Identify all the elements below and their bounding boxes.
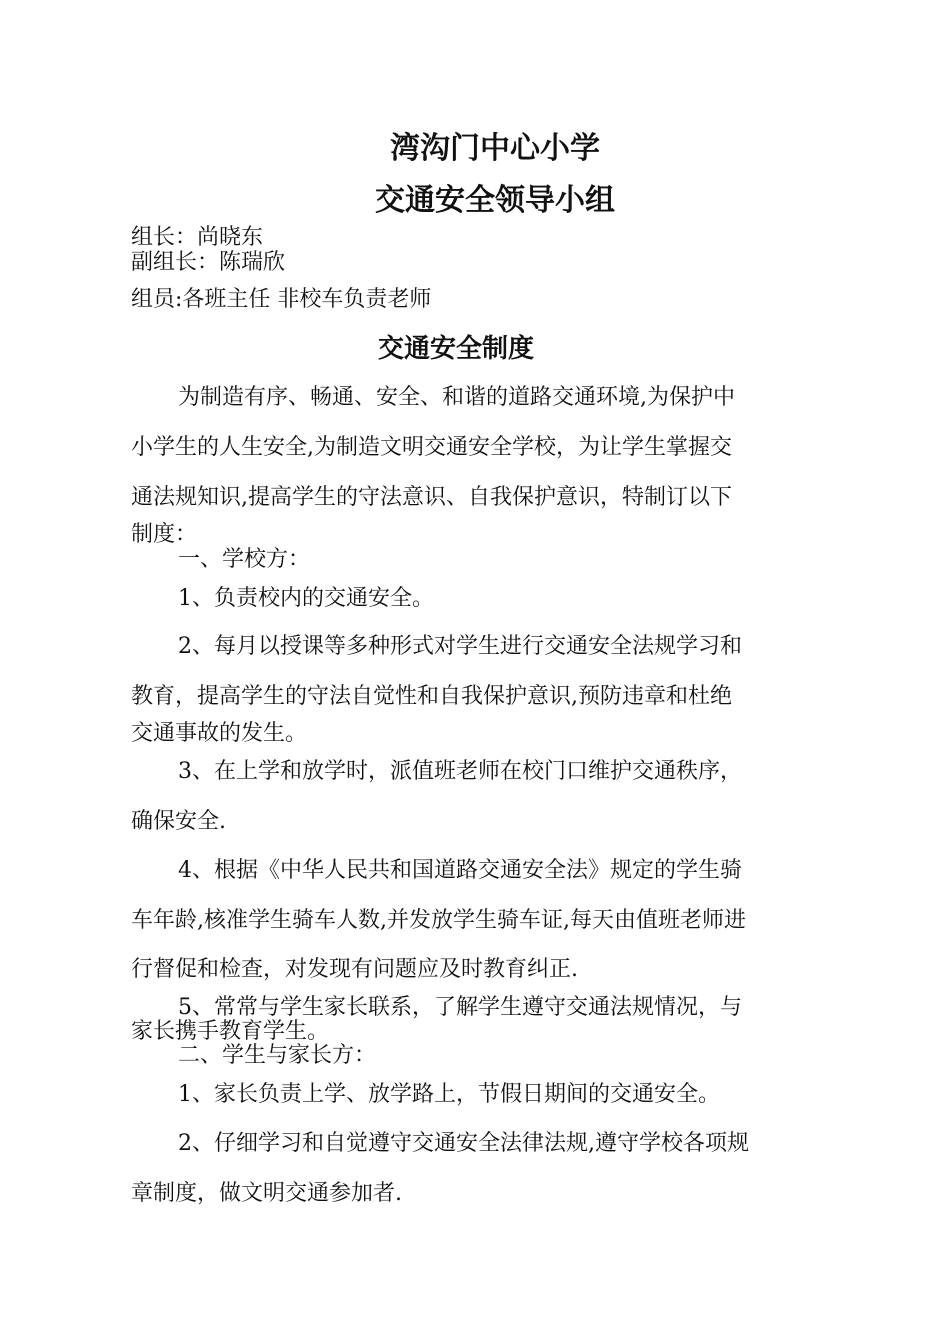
leader-line: 组长：尚晓东 [131, 225, 264, 250]
family-item-line: 1、家长负责上学、放学路上，节假日期间的交通安全。 [178, 1082, 720, 1107]
committee-title: 交通安全领导小组 [375, 183, 615, 218]
intro-line: 通法规知识,提高学生的守法意识、自我保护意识，特制订以下 [131, 485, 732, 510]
intro-line: 为制造有序、畅通、安全、和谐的道路交通环境,为保护中 [178, 385, 735, 410]
deputy-leader-line: 副组长：陈瑞欣 [131, 250, 286, 275]
school-item-line: 家长携手教育学生。 [131, 1019, 330, 1044]
school-item-line: 4、根据《中华人民共和国道路交通安全法》规定的学生骑 [178, 858, 742, 883]
family-section-heading: 二、学生与家长方： [178, 1043, 377, 1068]
school-item-line: 教育，提高学生的守法自觉性和自我保护意识,预防违章和杜绝 [131, 684, 732, 709]
school-item-line: 交通事故的发生。 [131, 721, 308, 746]
school-item-line: 确保安全. [131, 809, 226, 834]
school-item-line: 车年龄,核准学生骑车人数,并发放学生骑车证,每天由值班老师进 [131, 908, 746, 933]
school-item-line: 3、在上学和放学时，派值班老师在校门口维护交通秩序， [178, 759, 742, 784]
school-item-line: 5、常常与学生家长联系，了解学生遵守交通法规情况，与 [178, 995, 742, 1020]
section-title: 交通安全制度 [378, 334, 535, 364]
school-item-line: 1、负责校内的交通安全。 [178, 586, 434, 611]
school-name-title: 湾沟门中心小学 [390, 131, 600, 166]
school-item-line: 2、每月以授课等多种形式对学生进行交通安全法规学习和 [178, 634, 742, 659]
intro-line: 小学生的人生安全,为制造文明交通安全学校，为让学生掌握交 [131, 435, 732, 460]
school-item-line: 行督促和检查，对发现有问题应及时教育纠正. [131, 957, 578, 982]
school-section-heading: 一、学校方： [178, 547, 311, 572]
members-line: 组员:各班主任 非校车负责老师 [131, 287, 432, 312]
intro-line: 制度： [131, 522, 198, 547]
family-item-line: 2、仔细学习和自觉遵守交通安全法律法规,遵守学校各项规 [178, 1131, 749, 1156]
family-item-line: 章制度，做文明交通参加者. [131, 1181, 402, 1206]
